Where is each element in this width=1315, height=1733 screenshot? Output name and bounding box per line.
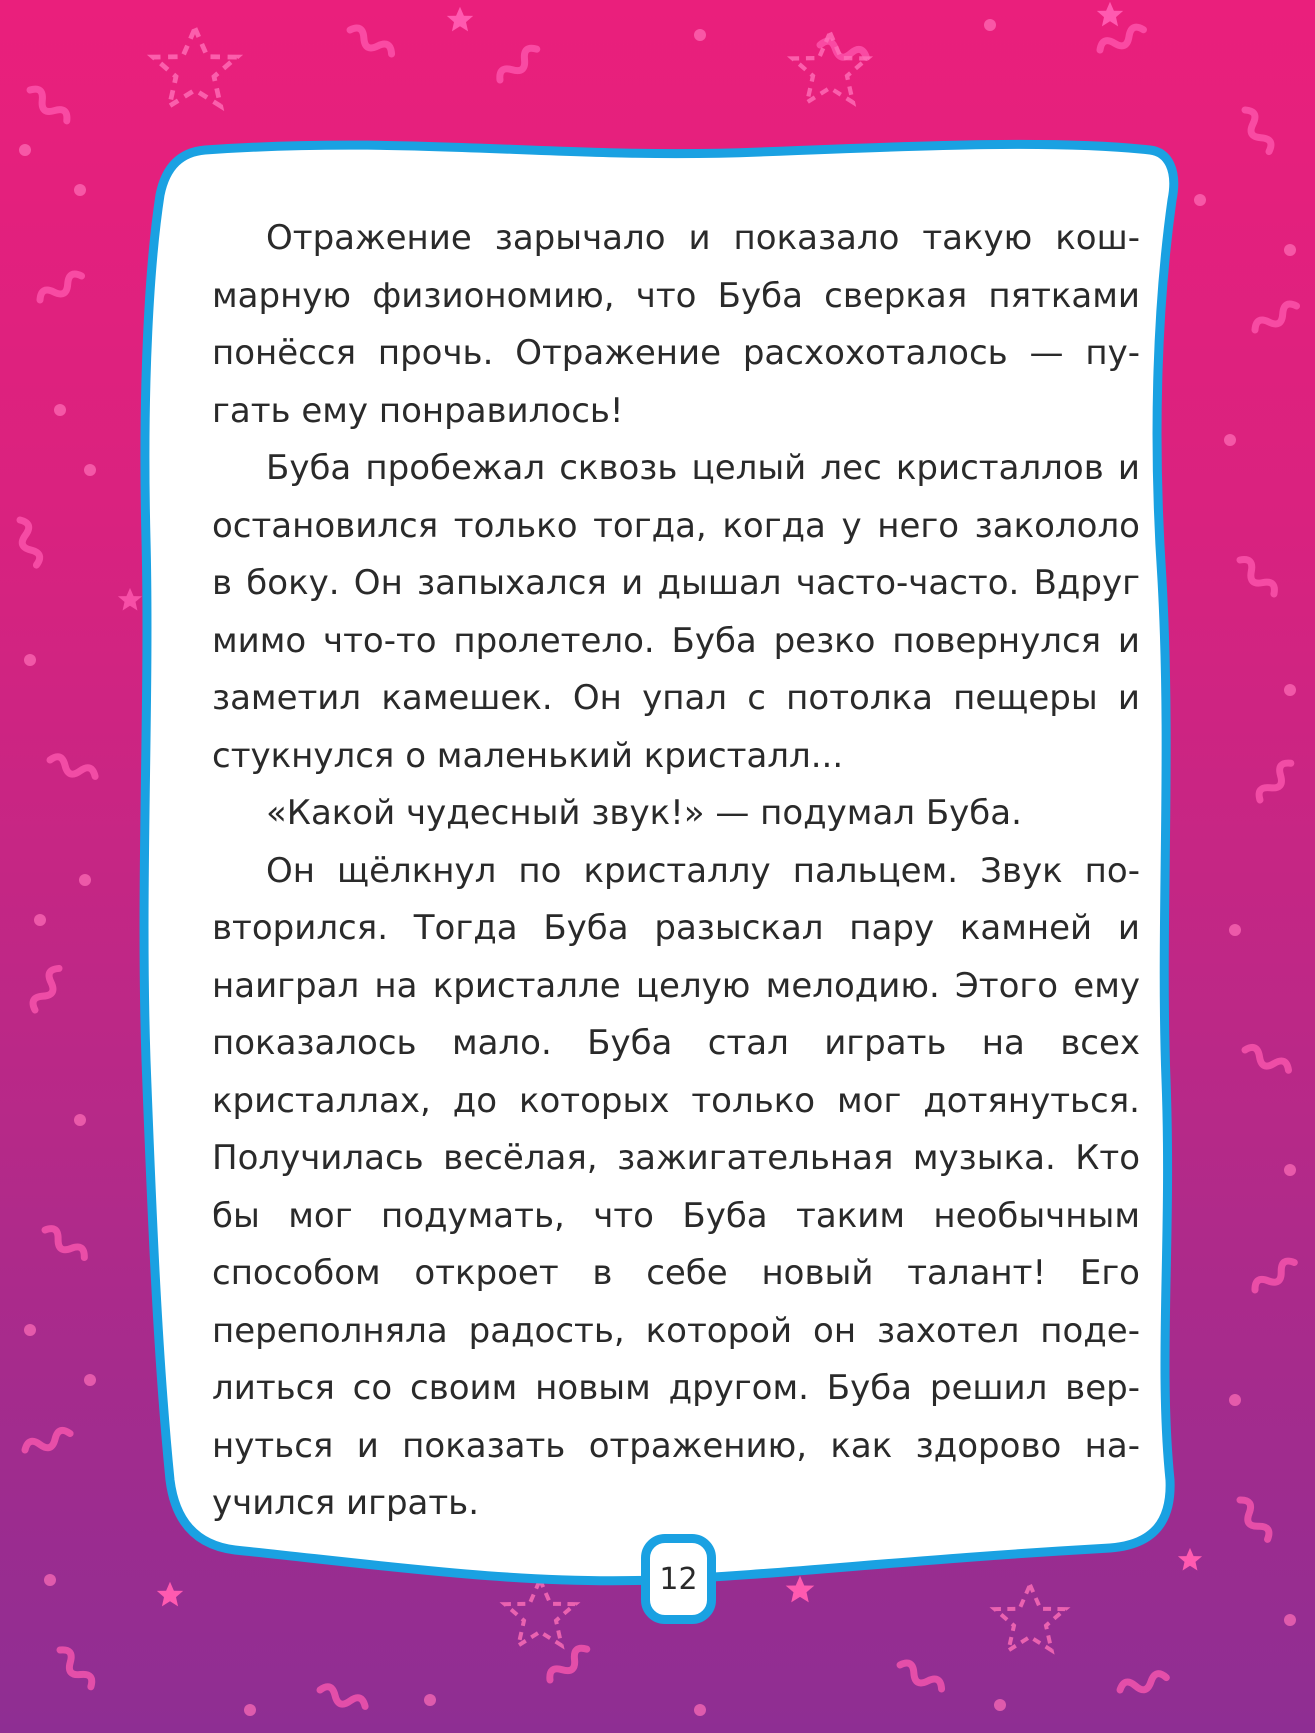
story-paragraph: Отражение зарычало и показало такую кошмарную физиономию, что Буба сверкая пятками понёсся прочь. Отражение расхохоталось — пугать ему понравилось! (212, 218, 1140, 431)
page-number-badge (641, 1534, 716, 1624)
story-text (212, 210, 1140, 1533)
story-paragraph: Он щёлкнул по кристаллу пальцем. Звук повторился. Тогда Буба разыскал пару камней и наиграл на кристалле целую мелодию. Этого ему показалось мало. Буба стал играть на всех кристаллах, до которых только мог дотянуться. Получилась весёлая, зажигательная музыка. Кто бы мог подумать, что Буба таким необычным способом откроет в себе новый талант! Его переполняла радость, которой он захотел поделиться со своим новым другом. Буба решил вернуться и показать отражению, как здорово научился играть. (212, 850, 1140, 1523)
story-paragraph: Буба пробежал сквозь целый лес кристаллов и остановился только тогда, когда у него закололо в боку. Он запыхался и дышал часто-часто. Вдруг мимо что-то пролетело. Буба резко повернулся и заметил камешек. Он упал с потолка пещеры и стукнулся о маленький кристалл... (212, 448, 1140, 776)
page-number: 12 (659, 1561, 698, 1597)
story-paragraph: «Какой чудесный звук!» — подумал Буба. (266, 793, 1022, 833)
